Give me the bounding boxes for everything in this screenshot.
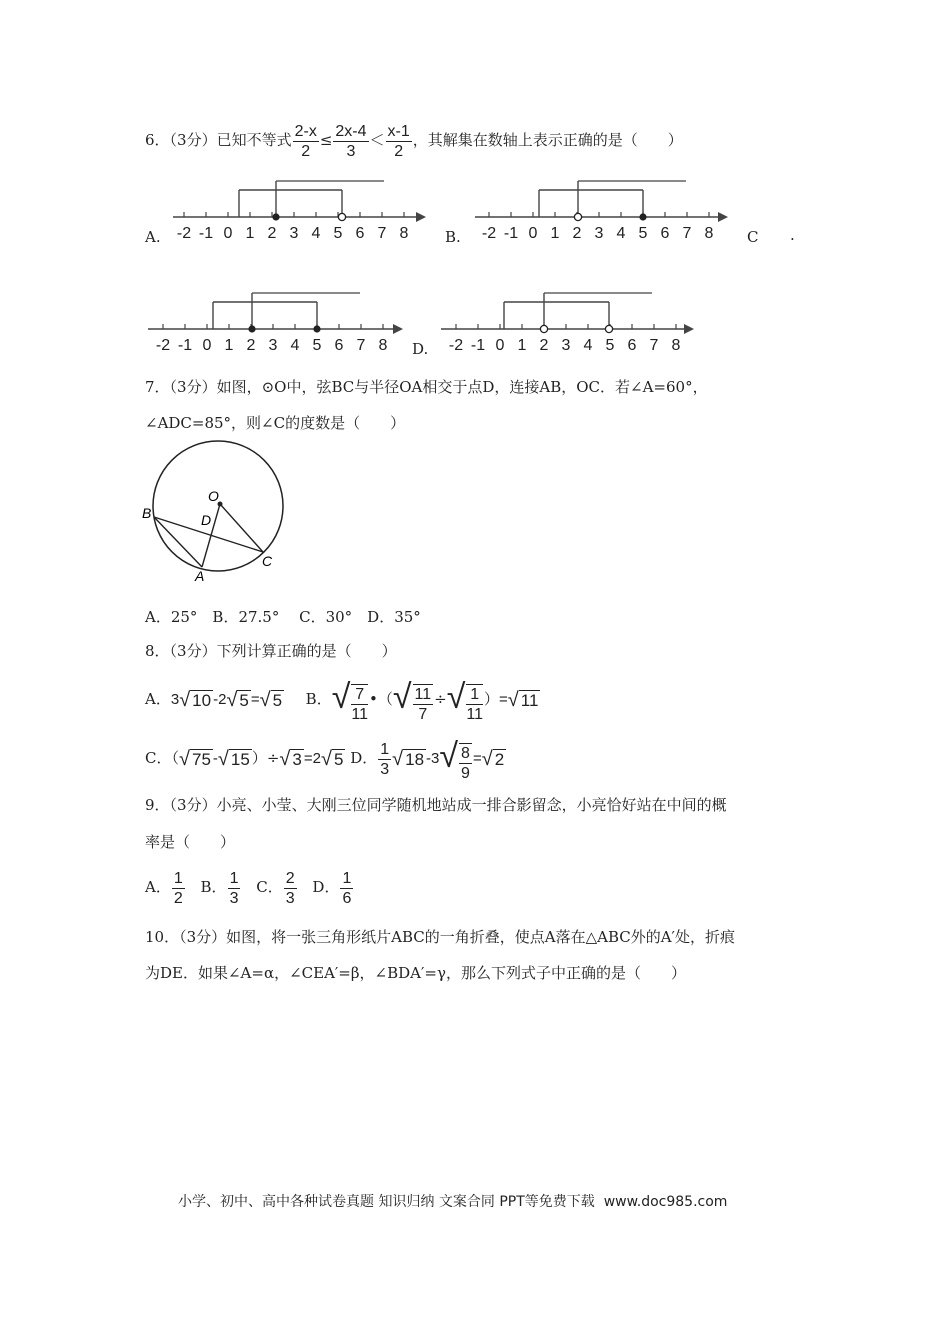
tick-label: 3 <box>268 337 278 354</box>
q10-line2: 为DE．如果∠A=α，∠CEA′=β，∠BDA′=γ，那么下列式子中正确的是（ ） <box>145 964 686 982</box>
sqrt: √ 10 <box>179 688 212 711</box>
closed-dot <box>313 325 320 332</box>
q9-line1: 9．（3分）小亮、小莹、大刚三位同学随机地站成一排合影留念，小亮恰好站在中间的概 <box>145 796 727 814</box>
tick-label: 8 <box>399 225 409 242</box>
tick-label: 8 <box>704 225 714 242</box>
closed-dot <box>248 325 255 332</box>
label-a: A <box>195 568 205 584</box>
number-line-a <box>170 170 430 245</box>
question-6-stem <box>145 118 683 162</box>
tick-label: -2 <box>448 337 464 354</box>
tick-label: 4 <box>290 337 300 354</box>
tick-label: 6 <box>334 337 344 354</box>
tick-label: 0 <box>223 225 233 242</box>
q6-tail: ，其解集在数轴上表示正确的是（ ） <box>412 131 683 149</box>
tick-label: -1 <box>470 337 486 354</box>
tick-label: 1 <box>517 337 527 354</box>
sqrt: √ 18 <box>392 747 425 770</box>
label-c: C <box>262 553 273 569</box>
sqrt: √ 5 <box>226 688 249 711</box>
lt-sign: ＜ <box>369 131 385 149</box>
tick-label: 1 <box>550 225 560 242</box>
tick-label: 6 <box>627 337 637 354</box>
tick-label: 5 <box>605 337 615 354</box>
tick-label: 2 <box>267 225 277 242</box>
closed-dot <box>639 213 646 220</box>
number-line-c <box>145 282 410 357</box>
fraction: $\frac{1}{3}$ <box>229 869 239 907</box>
q7-line2: ∠ADC=85°，则∠C的度数是（ ） <box>145 414 406 432</box>
tick-label: 4 <box>616 225 626 242</box>
option-label: C． <box>145 749 172 767</box>
tick-label: 2 <box>572 225 582 242</box>
tick-label: 7 <box>682 225 692 242</box>
tick-label: 1 <box>245 225 255 242</box>
q9-line2: 率是（ ） <box>145 833 236 851</box>
sqrt: √ 5 <box>320 747 344 770</box>
tick-label: 1 <box>224 337 234 354</box>
option-d-label: D. <box>412 340 429 358</box>
footer-site: www.doc985.com <box>603 1194 728 1210</box>
sqrt-fraction: √ $\frac{1}{11}$ <box>446 678 483 723</box>
option-label: A． <box>145 690 171 708</box>
le-sign: ≤ <box>319 131 333 149</box>
q8-option-a: A．3√ 10 -2√ 5 =√ 5 B．√ $\frac{7}{11}$ •（√ $\frac{11}{7}$ ÷√ $\frac{1}{11}$ ）=√ 11 <box>145 674 540 720</box>
tick-label: 4 <box>311 225 321 242</box>
tick-label: 0 <box>202 337 212 354</box>
tick-label: 3 <box>594 225 604 242</box>
q7-line1: 7．（3分）如图，⊙O中，弦BC与半径OA相交于点D，连接AB，OC．若∠A=60°， <box>145 378 708 396</box>
option-label: B． <box>305 690 332 708</box>
option-c-label: C <box>747 228 759 246</box>
tick-label: 6 <box>355 225 365 242</box>
q9-options: A． $\frac{1}{2}$ B． $\frac{1}{3}$ C． $\frac{2}{3}$ D． $\frac{1}{6}$ <box>145 869 352 907</box>
tick-label: 6 <box>660 225 670 242</box>
circle-diagram <box>138 440 298 588</box>
option-c-dot: . <box>790 226 795 244</box>
tick-label: 4 <box>583 337 593 354</box>
q8-option-c-d: C．（√ 75 -√ 15 ）÷√ 3 =2√ 5 D． $\frac{1}{3}$ √ 18 -3√ $\frac{8}{9}$ =√ 2 <box>145 733 506 779</box>
sqrt: √ 15 <box>217 747 250 770</box>
tick-label: 7 <box>356 337 366 354</box>
number-line-b <box>472 170 732 245</box>
tick-label: 5 <box>312 337 322 354</box>
tick-label: 8 <box>671 337 681 354</box>
q6-number-text: 6．（3分）已知不等式 <box>145 131 292 149</box>
tick-label: 5 <box>333 225 343 242</box>
tick-label: 0 <box>528 225 538 242</box>
footer <box>178 1191 727 1211</box>
tick-label: -2 <box>155 337 171 354</box>
sqrt-fraction: √ $\frac{8}{9}$ <box>439 737 470 782</box>
tick-label: -2 <box>481 225 497 242</box>
open-dot <box>338 213 345 220</box>
fraction: $\frac{1}{3}$ <box>380 740 390 778</box>
sqrt: √ 5 <box>259 688 283 711</box>
sqrt: √ 75 <box>179 747 211 770</box>
tick-label: 3 <box>561 337 571 354</box>
number-line-d <box>438 282 703 357</box>
sqrt-fraction: √ $\frac{7}{11}$ <box>331 678 368 723</box>
label-o: O <box>208 488 219 504</box>
tick-label: 8 <box>378 337 388 354</box>
fraction: $\frac{x-1}{2}$ <box>387 122 410 160</box>
tick-label: -1 <box>198 225 214 242</box>
closed-dot <box>272 213 279 220</box>
tick-label: 0 <box>495 337 505 354</box>
option-a-label: A. <box>145 228 161 246</box>
footer-text: 小学、初中、高中各种试卷真题 知识归纳 文案合同 PPT等免费下载 <box>178 1194 595 1210</box>
sqrt-fraction: √ $\frac{11}{7}$ <box>392 678 432 723</box>
fraction: $\frac{2}{3}$ <box>285 869 295 907</box>
open-dot <box>540 325 547 332</box>
fraction: $\frac{1}{6}$ <box>342 869 352 907</box>
tick-label: 2 <box>246 337 256 354</box>
tick-label: 2 <box>539 337 549 354</box>
sqrt: √ 2 <box>481 747 505 770</box>
fraction: $\frac{2x-4}{3}$ <box>335 122 367 160</box>
label-d: D <box>201 512 212 528</box>
tick-label: 7 <box>649 337 659 354</box>
tick-label: -1 <box>177 337 193 354</box>
tick-label: -1 <box>503 225 519 242</box>
open-dot <box>574 213 581 220</box>
q7-options: A．25° B．27.5° C．30° D．35° <box>145 608 421 626</box>
sqrt: √ 3 <box>279 747 302 770</box>
q8-stem: 8．（3分）下列计算正确的是（ ） <box>145 642 397 660</box>
tick-label: 7 <box>377 225 387 242</box>
sqrt: √ 11 <box>507 688 539 711</box>
open-dot <box>605 325 612 332</box>
tick-label: 5 <box>638 225 648 242</box>
option-b-label: B. <box>445 228 461 246</box>
q10-line1: 10．（3分）如图，将一张三角形纸片ABC的一角折叠，使点A落在△ABC外的A′处，折痕 <box>145 928 735 946</box>
circle-o <box>153 441 283 571</box>
option-label: D． <box>350 749 378 767</box>
tick-label: -2 <box>176 225 192 242</box>
tick-label: 3 <box>289 225 299 242</box>
label-b: B <box>142 505 152 521</box>
fraction: $\frac{1}{2}$ <box>173 869 183 907</box>
fraction: $\frac{2-x}{2}$ <box>294 122 317 160</box>
